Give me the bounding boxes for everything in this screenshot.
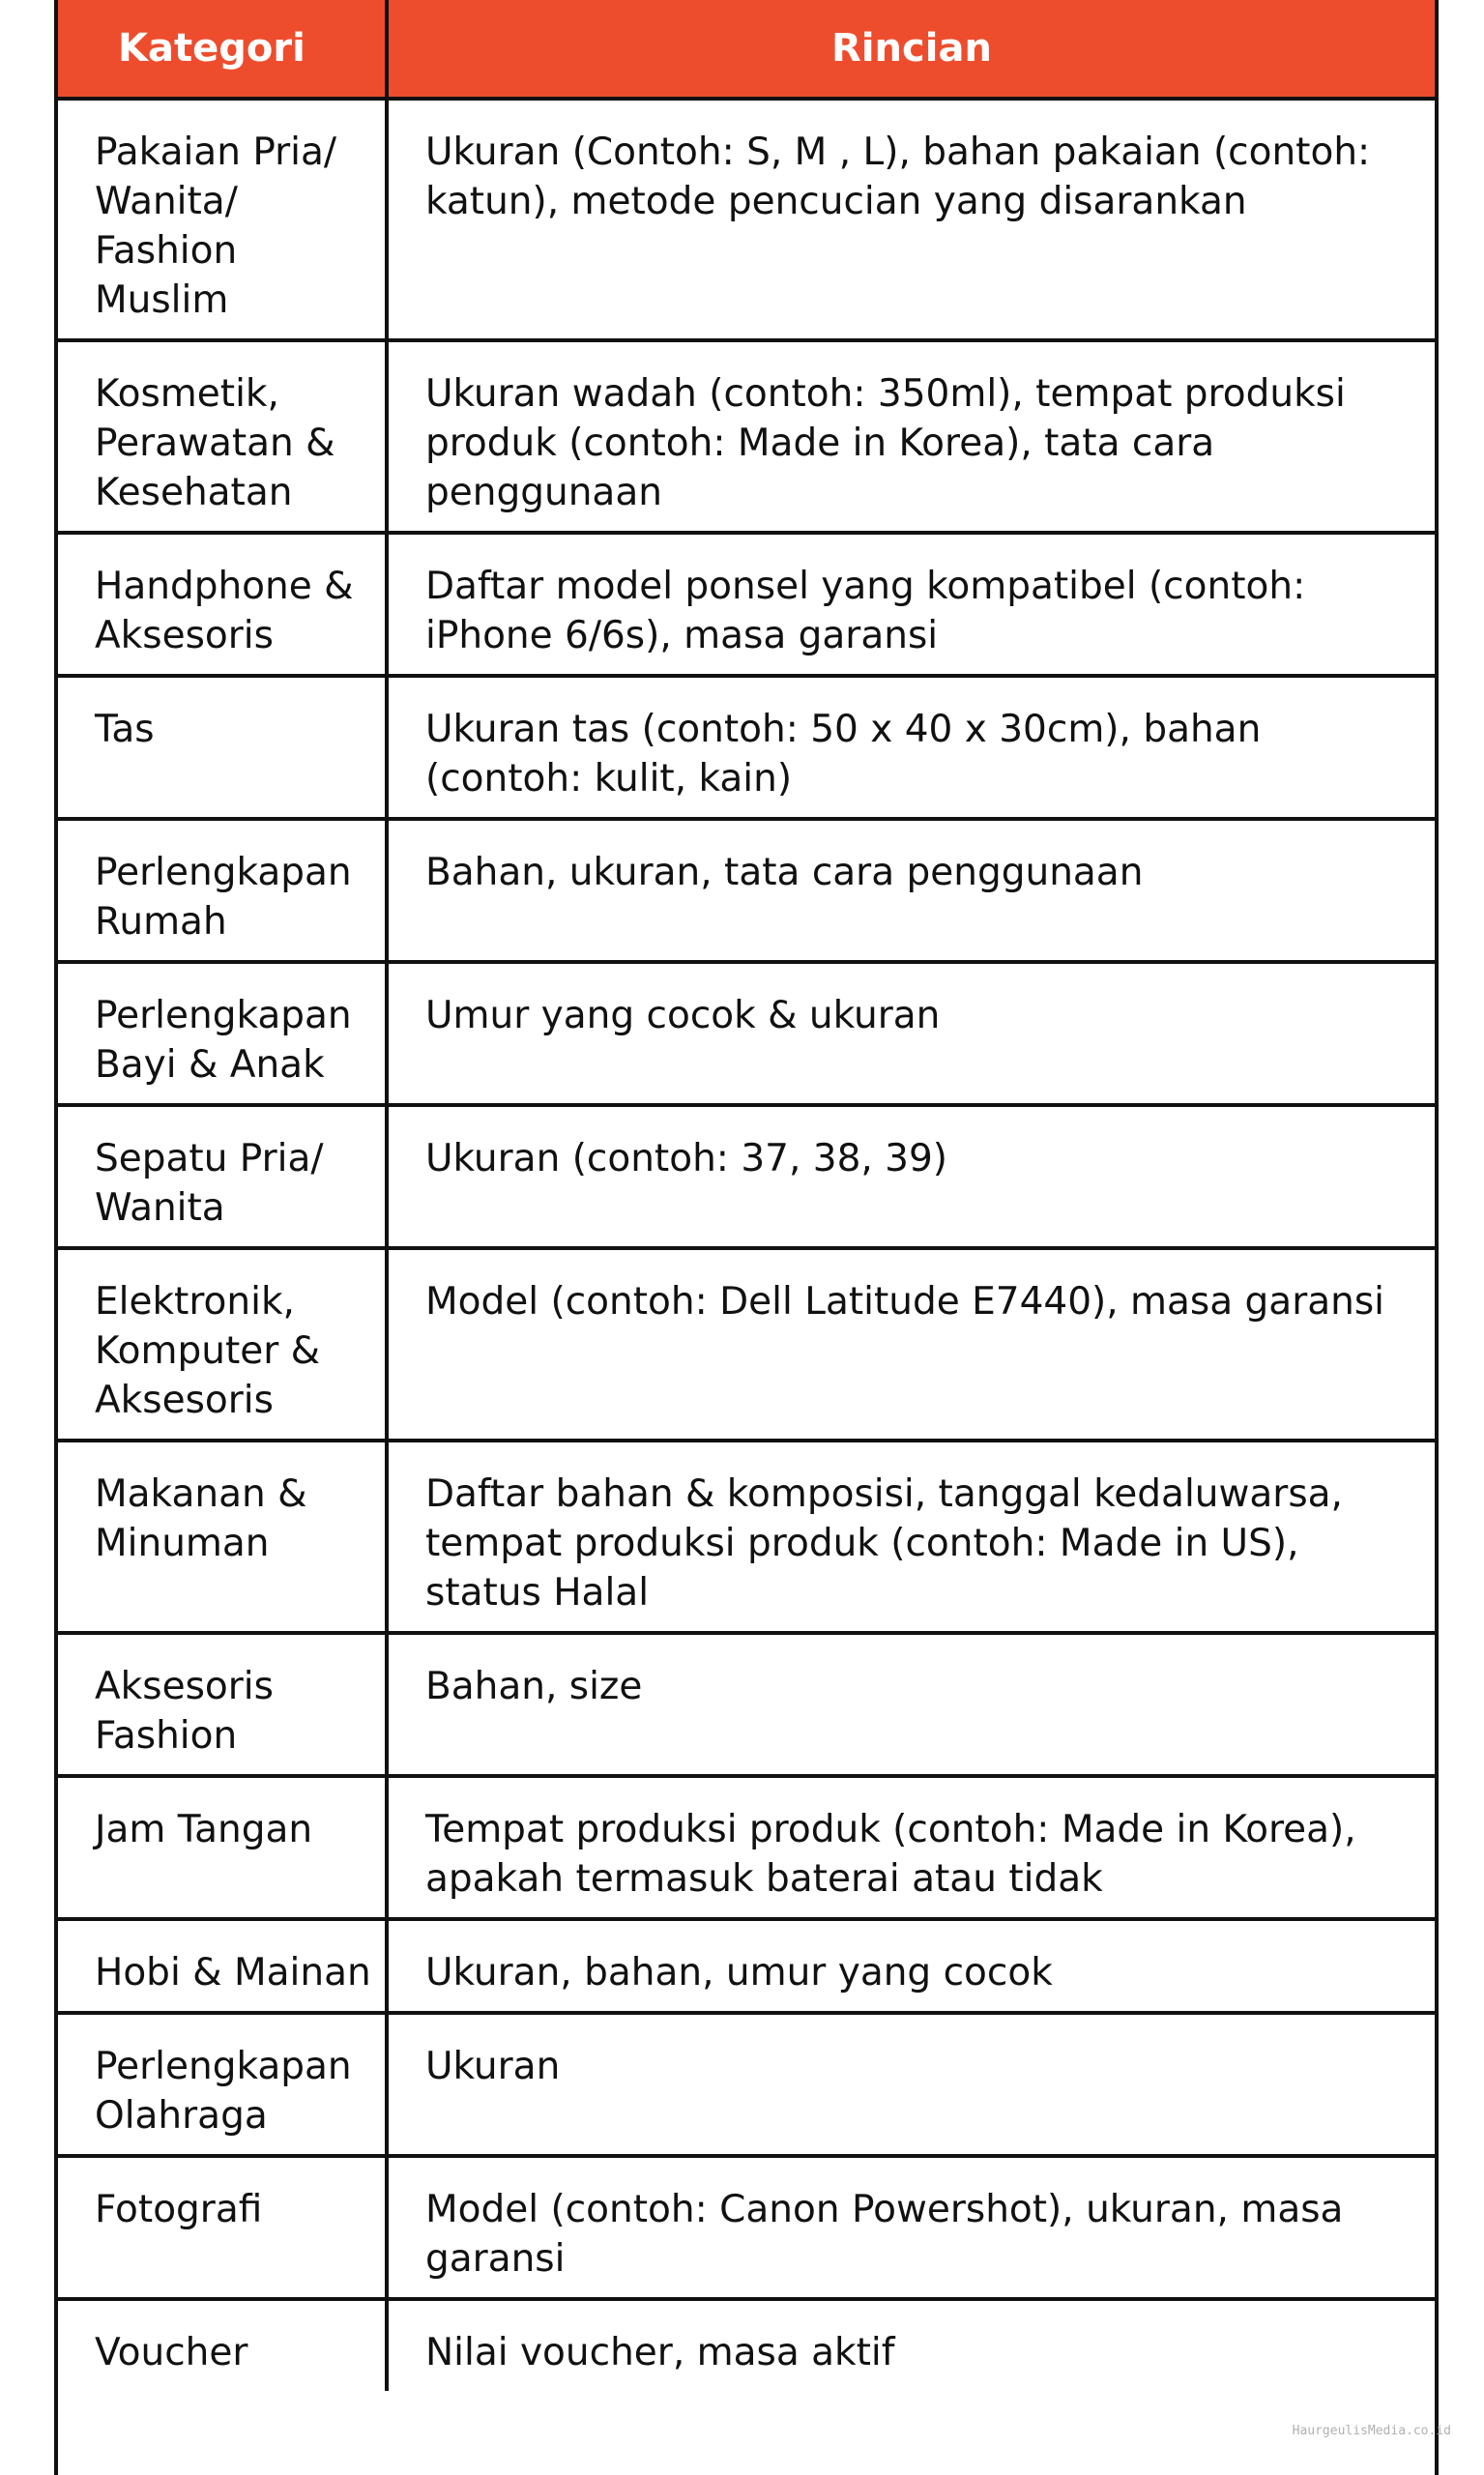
- row-category: Sepatu Pria/ Wanita: [58, 1105, 387, 1248]
- category-details-table-container: [54, 0, 1439, 2475]
- row-category: Aksesoris Fashion: [58, 1633, 387, 1776]
- table-header: [58, 0, 1435, 99]
- table-row: [58, 1633, 1435, 1776]
- table-row: [58, 1105, 1435, 1248]
- row-category: Handphone & Aksesoris: [58, 533, 387, 676]
- row-details: Ukuran, bahan, umur yang cocok: [387, 1919, 1435, 2013]
- watermark: HaurgeulisMedia.co.id: [1292, 2424, 1451, 2438]
- table-row: [58, 819, 1435, 962]
- table-row: [58, 2299, 1435, 2391]
- row-details: Bahan, size: [387, 1633, 1435, 1776]
- table-row: [58, 1776, 1435, 1919]
- row-category: Kosmetik, Perawatan & Kesehatan: [58, 340, 387, 533]
- table-row: [58, 962, 1435, 1105]
- row-details: Ukuran (contoh: 37, 38, 39): [387, 1105, 1435, 1248]
- table-row: [58, 676, 1435, 819]
- row-category: Perlengkapan Bayi & Anak: [58, 962, 387, 1105]
- row-category: Voucher: [58, 2299, 387, 2391]
- row-details: Ukuran (Contoh: S, M , L), bahan pakaian (contoh: katun), metode pencucian yang disarankan: [387, 99, 1435, 340]
- row-details: Ukuran tas (contoh: 50 x 40 x 30cm), bahan (contoh: kulit, kain): [387, 676, 1435, 819]
- row-details: Nilai voucher, masa aktif: [425, 2331, 895, 2374]
- row-category: Hobi & Mainan: [58, 1919, 387, 2013]
- row-details: Model (contoh: Canon Powershot), ukuran, masa garansi: [387, 2156, 1435, 2299]
- row-details: Daftar model ponsel yang kompatibel (contoh: iPhone 6/6s), masa garansi: [387, 533, 1435, 676]
- table-row: [58, 1441, 1435, 1633]
- row-details: Tempat produksi produk (contoh: Made in Korea), apakah termasuk baterai atau tidak: [387, 1776, 1435, 1919]
- header-row: [58, 0, 1435, 99]
- table-row: [58, 533, 1435, 676]
- row-category: Elektronik, Komputer & Aksesoris: [58, 1248, 387, 1441]
- row-details: Bahan, ukuran, tata cara penggunaan: [387, 819, 1435, 962]
- table-row: [58, 2013, 1435, 2156]
- row-category: Perlengkapan Rumah: [58, 819, 387, 962]
- row-category: Pakaian Pria/ Wanita/ Fashion Muslim: [58, 99, 387, 340]
- table-row: [58, 1248, 1435, 1441]
- header-category: Kategori: [58, 0, 387, 99]
- table-body: [58, 99, 1435, 2391]
- table-row: [58, 2156, 1435, 2299]
- header-details: Rincian: [387, 0, 1435, 99]
- row-details: Ukuran: [387, 2013, 1435, 2156]
- row-category: Makanan & Minuman: [58, 1441, 387, 1633]
- table-row: [58, 99, 1435, 340]
- row-category: Jam Tangan: [58, 1776, 387, 1919]
- row-category: Perlengkapan Olahraga: [58, 2013, 387, 2156]
- row-category: Tas: [58, 676, 387, 819]
- table-row: [58, 340, 1435, 533]
- row-details: Umur yang cocok & ukuran: [387, 962, 1435, 1105]
- table-row: [58, 1919, 1435, 2013]
- category-details-table: [58, 0, 1435, 2391]
- row-details: Daftar bahan & komposisi, tanggal kedaluwarsa, tempat produksi produk (contoh: Made in US), status Halal: [387, 1441, 1435, 1633]
- row-details: Model (contoh: Dell Latitude E7440), masa garansi: [387, 1248, 1435, 1441]
- row-category: Fotografi: [58, 2156, 387, 2299]
- row-details: Ukuran wadah (contoh: 350ml), tempat produksi produk (contoh: Made in Korea), tata cara penggunaan: [387, 340, 1435, 533]
